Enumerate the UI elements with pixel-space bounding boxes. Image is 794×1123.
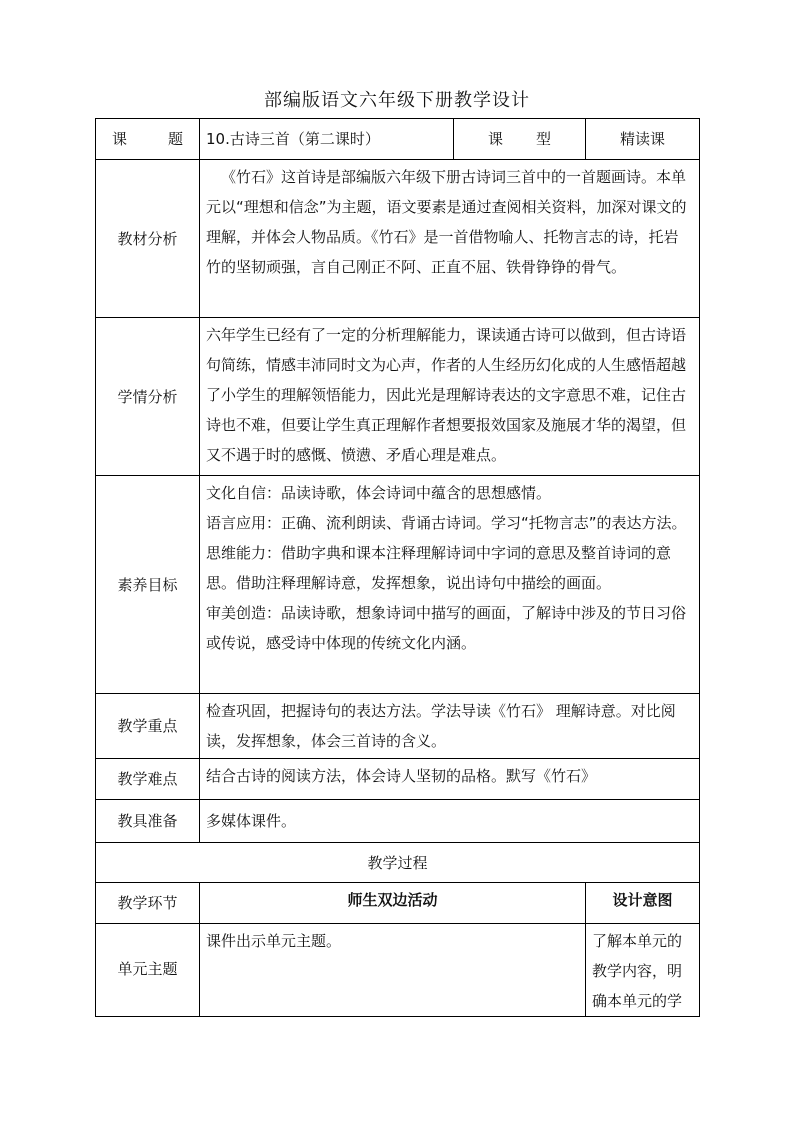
section-label: 素养目标	[96, 476, 200, 694]
section-paragraph: 《竹石》这首诗是部编版六年级下册古诗词三首中的一首题画诗。本单元以“理想和信念”为主题，语文要素是通过查阅相关资料，加深对课文的理解，并体会人物品质。《竹石》是一首借物喻人、托物言志的诗，托岩竹的坚韧顽强，言自己刚正不阿、正直不屈、铁骨铮铮的骨气。	[206, 168, 687, 276]
process-stage: 单元主题	[96, 924, 200, 1017]
section-label: 教学难点	[96, 759, 200, 800]
section-content	[200, 160, 700, 318]
section-content	[200, 800, 700, 843]
document-title: 部编版语文六年级下册教学设计	[264, 90, 530, 111]
section-row-teaching-aids	[96, 800, 700, 843]
section-content	[200, 318, 700, 476]
section-label: 教学重点	[96, 694, 200, 759]
section-label: 学情分析	[96, 318, 200, 476]
type-value: 精读课	[586, 119, 700, 160]
section-paragraph: 语言应用：正确、流利朗读、背诵古诗词。学习“托物言志”的表达方法。	[206, 514, 687, 532]
section-paragraph: 结合古诗的阅读方法，体会诗人坚韧的品格。默写《竹石》	[206, 767, 597, 785]
process-header-stage: 教学环节	[96, 883, 200, 924]
process-activity: 课件出示单元主题。	[200, 924, 586, 1017]
section-row-teaching-difficulty	[96, 759, 700, 800]
section-content	[200, 476, 700, 694]
lesson-plan-table	[95, 118, 700, 1017]
section-content	[200, 694, 700, 759]
subject-label: 课 题	[96, 119, 200, 160]
process-row	[96, 924, 700, 1017]
process-header-intent: 设计意图	[586, 883, 700, 924]
section-row-textbook-analysis	[96, 160, 700, 318]
process-header-row	[96, 883, 700, 924]
section-paragraph: 思维能力：借助字典和课本注释理解诗词中字词的意思及整首诗词的意思。借助注释理解诗意，发挥想象，说出诗句中描绘的画面。	[206, 544, 672, 592]
section-label: 教材分析	[96, 160, 200, 318]
process-header-activity: 师生双边活动	[200, 883, 586, 924]
process-intent: 了解本单元的教学内容，明确本单元的学	[586, 924, 700, 1017]
section-row-student-analysis	[96, 318, 700, 476]
section-paragraph: 六年学生已经有了一定的分析理解能力，课读通古诗可以做到，但古诗语句简练，情感丰沛同时文为心声，作者的人生经历幻化成的人生感悟超越了小学生的理解领悟能力，因此光是理解诗表达的文字意思不难，记住古诗也不难，但要让学生真正理解作者想要报效国家及施展才华的渴望，但又不遇于时的感慨、愤懑、矛盾心理是难点。	[206, 326, 687, 464]
section-paragraph: 审美创造：品读诗歌，想象诗词中描写的画面，了解诗中涉及的节日习俗或传说，感受诗中体现的传统文化内涵。	[206, 604, 687, 652]
section-row-literacy-goals	[96, 476, 700, 694]
section-content	[200, 759, 700, 800]
section-paragraph: 多媒体课件。	[206, 812, 297, 830]
header-row	[96, 119, 700, 160]
section-paragraph: 文化自信：品读诗歌，体会诗词中蕴含的思想感情。	[206, 484, 552, 502]
section-paragraph: 检查巩固，把握诗句的表达方法。学法导读《竹石》 理解诗意。对比阅读，发挥想象，体会三首诗的含义。	[206, 702, 676, 750]
section-label: 教具准备	[96, 800, 200, 843]
section-row-teaching-focus	[96, 694, 700, 759]
process-title: 教学过程	[96, 843, 700, 883]
process-title-row	[96, 843, 700, 883]
subject-value: 10.古诗三首（第二课时）	[200, 119, 454, 160]
type-label: 课 型	[454, 119, 586, 160]
